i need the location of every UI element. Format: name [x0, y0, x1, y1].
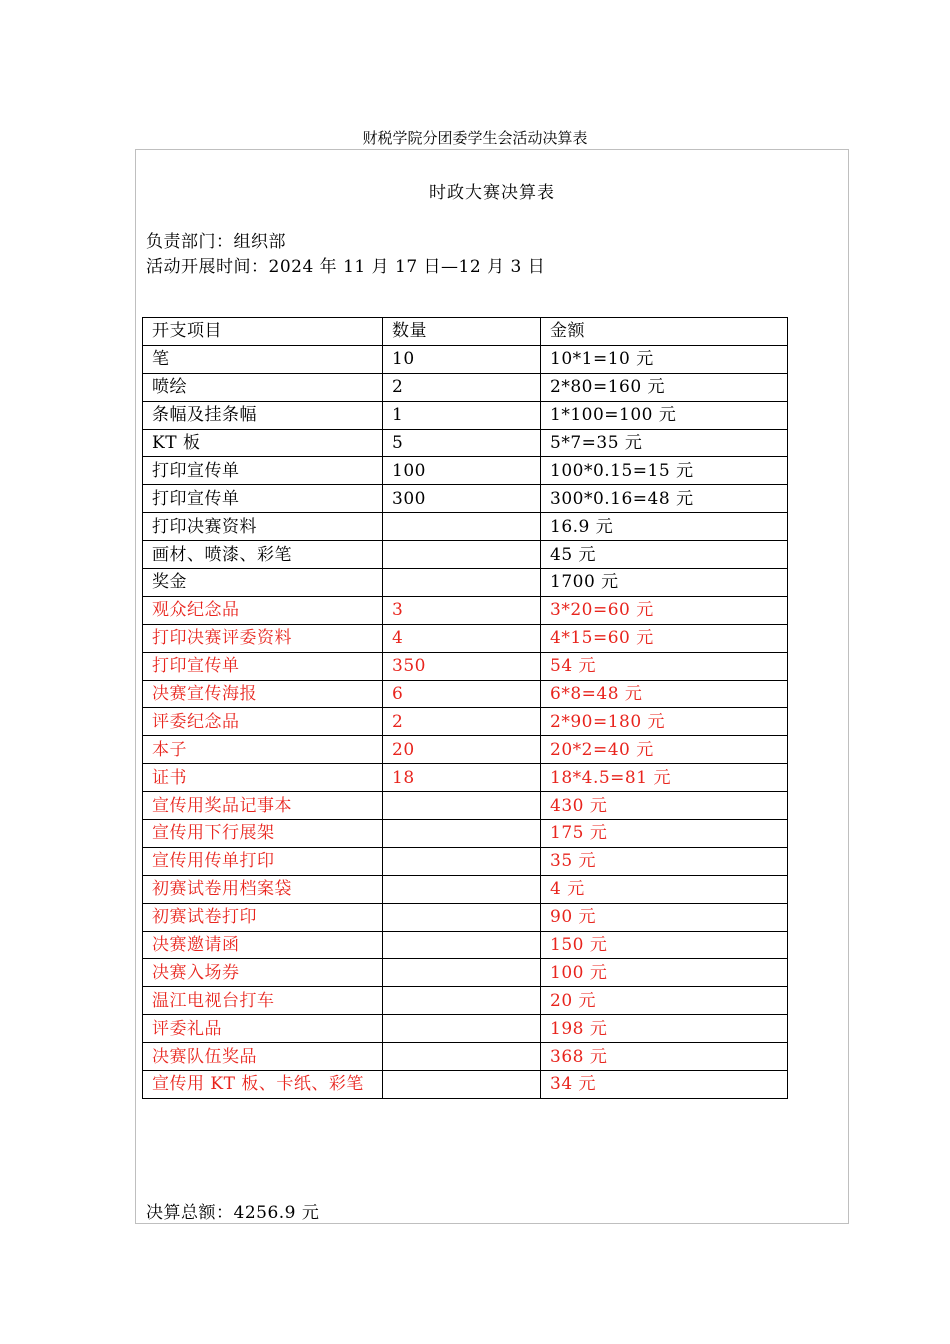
cell-qty	[383, 792, 541, 820]
cell-amount: 4*15=60 元	[541, 624, 788, 652]
table-row	[143, 596, 788, 624]
table-row	[143, 541, 788, 569]
cell-item: 温江电视台打车	[143, 987, 383, 1015]
table-row	[143, 569, 788, 597]
cell-amount: 430 元	[541, 792, 788, 820]
table-row	[143, 680, 788, 708]
cell-qty: 6	[383, 680, 541, 708]
table-row	[143, 820, 788, 848]
cell-item: 条幅及挂条幅	[143, 401, 383, 429]
cell-qty	[383, 820, 541, 848]
cell-item: 喷绘	[143, 373, 383, 401]
table-row	[143, 847, 788, 875]
cell-amount: 300*0.16=48 元	[541, 485, 788, 513]
cell-amount: 3*20=60 元	[541, 596, 788, 624]
table-row	[143, 987, 788, 1015]
cell-qty: 20	[383, 736, 541, 764]
cell-amount: 150 元	[541, 931, 788, 959]
table-row	[143, 457, 788, 485]
cell-item: 决赛入场券	[143, 959, 383, 987]
cell-item: 画材、喷漆、彩笔	[143, 541, 383, 569]
budget-table	[142, 317, 788, 1099]
department-label: 负责部门：组织部	[146, 232, 286, 252]
total-amount: 决算总额：4256.9 元	[146, 1203, 320, 1223]
cell-amount: 20*2=40 元	[541, 736, 788, 764]
cell-item: 观众纪念品	[143, 596, 383, 624]
cell-qty: 100	[383, 457, 541, 485]
table-row	[143, 624, 788, 652]
cell-amount: 34 元	[541, 1071, 788, 1099]
table-row	[143, 485, 788, 513]
cell-qty	[383, 959, 541, 987]
cell-qty	[383, 931, 541, 959]
table-row	[143, 345, 788, 373]
cell-item: 宣传用下行展架	[143, 820, 383, 848]
table-row	[143, 875, 788, 903]
cell-qty	[383, 1043, 541, 1071]
cell-item: 决赛邀请函	[143, 931, 383, 959]
cell-amount: 5*7=35 元	[541, 429, 788, 457]
column-header-amount: 金额	[541, 318, 788, 346]
cell-qty	[383, 987, 541, 1015]
cell-item: 本子	[143, 736, 383, 764]
cell-qty	[383, 569, 541, 597]
table-row	[143, 708, 788, 736]
cell-qty: 4	[383, 624, 541, 652]
cell-amount: 45 元	[541, 541, 788, 569]
table-header-row	[143, 318, 788, 346]
cell-amount: 16.9 元	[541, 513, 788, 541]
cell-amount: 4 元	[541, 875, 788, 903]
cell-amount: 175 元	[541, 820, 788, 848]
cell-amount: 20 元	[541, 987, 788, 1015]
table-row	[143, 401, 788, 429]
cell-item: 打印决赛资料	[143, 513, 383, 541]
cell-item: 初赛试卷用档案袋	[143, 875, 383, 903]
cell-item: 宣传用 KT 板、卡纸、彩笔	[143, 1071, 383, 1099]
cell-item: 笔	[143, 345, 383, 373]
table-title: 时政大赛决算表	[429, 183, 555, 203]
cell-amount: 1700 元	[541, 569, 788, 597]
cell-amount: 35 元	[541, 847, 788, 875]
cell-qty	[383, 513, 541, 541]
cell-qty: 350	[383, 652, 541, 680]
cell-qty: 1	[383, 401, 541, 429]
cell-amount: 100*0.15=15 元	[541, 457, 788, 485]
cell-amount: 2*80=160 元	[541, 373, 788, 401]
cell-amount: 368 元	[541, 1043, 788, 1071]
table-row	[143, 931, 788, 959]
cell-qty	[383, 1071, 541, 1099]
cell-item: 宣传用奖品记事本	[143, 792, 383, 820]
cell-item: 决赛队伍奖品	[143, 1043, 383, 1071]
cell-item: 打印宣传单	[143, 652, 383, 680]
table-row	[143, 792, 788, 820]
budget-frame	[135, 149, 849, 1224]
cell-item: 评委礼品	[143, 1015, 383, 1043]
cell-item: 奖金	[143, 569, 383, 597]
cell-amount: 2*90=180 元	[541, 708, 788, 736]
cell-item: 宣传用传单打印	[143, 847, 383, 875]
cell-amount: 54 元	[541, 652, 788, 680]
cell-qty: 300	[383, 485, 541, 513]
cell-item: 打印宣传单	[143, 457, 383, 485]
table-row	[143, 903, 788, 931]
table-row	[143, 736, 788, 764]
table-row	[143, 1071, 788, 1099]
cell-qty	[383, 903, 541, 931]
cell-amount: 18*4.5=81 元	[541, 764, 788, 792]
table-row	[143, 764, 788, 792]
activity-time-label: 活动开展时间：2024 年 11 月 17 日—12 月 3 日	[146, 257, 546, 277]
cell-qty	[383, 875, 541, 903]
cell-item: 打印决赛评委资料	[143, 624, 383, 652]
cell-qty: 2	[383, 708, 541, 736]
cell-qty	[383, 847, 541, 875]
cell-qty	[383, 1015, 541, 1043]
cell-item: 证书	[143, 764, 383, 792]
cell-amount: 100 元	[541, 959, 788, 987]
document-header: 财税学院分团委学生会活动决算表	[362, 129, 588, 147]
table-row	[143, 513, 788, 541]
table-row	[143, 652, 788, 680]
cell-qty	[383, 541, 541, 569]
cell-qty: 3	[383, 596, 541, 624]
cell-qty: 2	[383, 373, 541, 401]
cell-item: 初赛试卷打印	[143, 903, 383, 931]
table-row	[143, 429, 788, 457]
cell-amount: 90 元	[541, 903, 788, 931]
column-header-qty: 数量	[383, 318, 541, 346]
cell-item: 打印宣传单	[143, 485, 383, 513]
table-row	[143, 1043, 788, 1071]
table-row	[143, 373, 788, 401]
cell-item: 评委纪念品	[143, 708, 383, 736]
cell-qty: 18	[383, 764, 541, 792]
cell-amount: 10*1=10 元	[541, 345, 788, 373]
cell-qty: 10	[383, 345, 541, 373]
table-row	[143, 959, 788, 987]
cell-item: 决赛宣传海报	[143, 680, 383, 708]
table-row	[143, 1015, 788, 1043]
cell-amount: 6*8=48 元	[541, 680, 788, 708]
cell-item: KT 板	[143, 429, 383, 457]
cell-amount: 198 元	[541, 1015, 788, 1043]
column-header-item: 开支项目	[143, 318, 383, 346]
cell-amount: 1*100=100 元	[541, 401, 788, 429]
cell-qty: 5	[383, 429, 541, 457]
